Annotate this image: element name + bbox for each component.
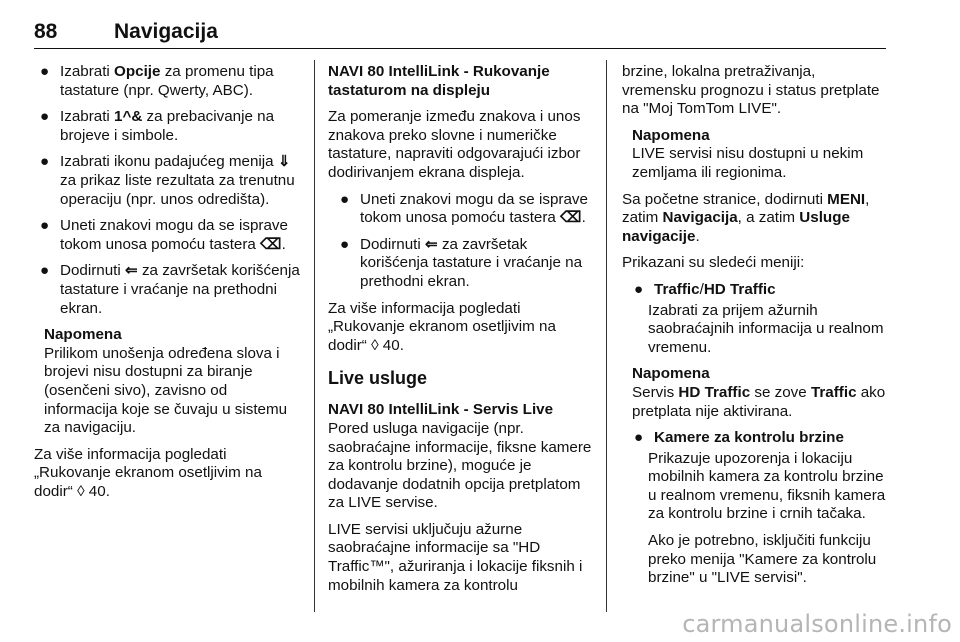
list-item-description: Izabrati za prijem ažurnih saobraćajnih informacija u realnom vremenu. (648, 301, 884, 356)
bullet-icon: ● (40, 217, 50, 235)
list-item: ● Dodirnuti ⇐ za završetak korišćenja tastature i vraćanje na prethodni ekran. (340, 235, 583, 290)
section-subheading: NAVI 80 IntelliLink - Servis Live (328, 401, 554, 419)
column-2 (328, 63, 594, 603)
bullet-icon: ● (40, 153, 50, 171)
list-item: ● Uneti znakovi mogu da se isprave tokom unosa pomoću tastera ⌫. (340, 190, 588, 227)
cross-reference: Za više informacija pogledati „Rukovanje ekranom osetljivim na dodir“ ◊ 40. (34, 445, 262, 500)
list-item: ● Izabrati 1^& za prebacivanje na brojeve i simbole. (40, 108, 275, 144)
page-number: 88 (34, 20, 58, 43)
list-item: ● Izabrati ikonu padajućeg menija ⇓ za prikaz liste rezultata za trenutnu operaciju (npr. unos odredišta). (40, 153, 295, 208)
back-arrow-icon: ⇐ (125, 262, 138, 280)
watermark: carmanualsonline.info (682, 610, 952, 638)
list-item: ● Dodirnuti ⇐ za završetak korišćenja tastature i vraćanje na prethodni ekran. (40, 262, 300, 317)
paragraph: LIVE servisi uključuju ažurne saobraćajne informacije sa "HD Traffic™", ažuriranja i lokacije fiksnih i mobilnih kamera za kontrolu (328, 520, 583, 594)
cross-reference: Za više informacija pogledati „Rukovanje ekranom osetljivim na dodir“ ◊ 40. (328, 299, 556, 354)
note-text: Prilikom unošenja određena slova i brojevi nisu dostupni za biranje (osenčeni sivo), zavisno od informacija koje se čuvaju u sistemu za navigaciju. (44, 344, 288, 437)
paragraph: brzine, lokalna pretraživanja, vremensku prognozu i status pretplate na "Moj TomTom LIVE". (622, 63, 880, 118)
dropdown-icon: ⇓ (277, 153, 291, 171)
bullet-icon: ● (340, 190, 350, 208)
note-heading: Napomena (632, 126, 710, 144)
note-box (632, 127, 890, 183)
bullet-icon: ● (634, 429, 644, 447)
reference-icon: ◊ (77, 482, 85, 500)
column-divider-1 (314, 60, 315, 612)
note-heading: Napomena (632, 365, 710, 383)
bullet-icon: ● (634, 280, 644, 298)
page-title: Navigacija (114, 20, 218, 43)
backspace-icon: ⌫ (260, 235, 282, 253)
paragraph: Sa početne stranice, dodirnuti MENI, zatim Navigacija, a zatim Usluge navigacije. (622, 190, 870, 245)
list-item: ● Kamere za kontrolu brzine (634, 429, 844, 447)
note-heading: Napomena (44, 326, 122, 344)
note-box (44, 326, 304, 438)
note-text: LIVE servisi nisu dostupni u nekim zemljama ili regionima. (632, 145, 864, 181)
bullet-icon: ● (340, 235, 350, 253)
bullet-icon: ● (40, 262, 50, 280)
note-box: Napomena Servis HD Traffic se zove Traffic ako pretplata nije aktivirana. (632, 365, 890, 421)
backspace-icon: ⌫ (560, 209, 582, 227)
column-1 (34, 63, 304, 509)
column-divider-2 (606, 60, 607, 612)
list-item: ● Uneti znakovi mogu da se isprave tokom unosa pomoću tastera ⌫. (40, 217, 288, 253)
paragraph: Za pomeranje između znakova i unos znakova preko slovne i numeričke tastature, napraviti odgovarajući izbor dodirivanjem ekrana displeja. (328, 108, 581, 181)
list-item-description: Ako je potrebno, isključiti funkciju preko menija "Kamere za kontrolu brzine" u "LIVE servisi". (648, 532, 877, 587)
section-subheading: NAVI 80 IntelliLink - Rukovanje tastaturom na displeju (328, 63, 550, 99)
reference-icon: ◊ (371, 336, 379, 354)
back-arrow-icon: ⇐ (425, 235, 438, 253)
list-item: ● Izabrati Opcije za promenu tipa tastature (npr. Qwerty, ABC). (40, 63, 274, 99)
bullet-icon: ● (40, 63, 50, 80)
list-item: ● Traffic/HD Traffic (634, 280, 776, 298)
section-heading: Live usluge (328, 368, 428, 389)
list-item-description: Prikazuje upozorenja i lokaciju mobilnih kamera za kontrolu brzine u realnom vremenu, fiksnih kamera za kontrolu brzine i crnih tačaka. (648, 449, 886, 523)
paragraph: Pored usluga navigacije (npr. saobraćajne informacije, fiksne kamere za kontrolu brzine), moguće je dodavanje dodatnih opcija pretplatom za LIVE servise. (328, 419, 592, 512)
column-3 (622, 63, 890, 596)
paragraph: Prikazani su sledeći meniji: (622, 254, 805, 272)
bullet-icon: ● (40, 108, 50, 126)
header-divider (34, 48, 886, 49)
